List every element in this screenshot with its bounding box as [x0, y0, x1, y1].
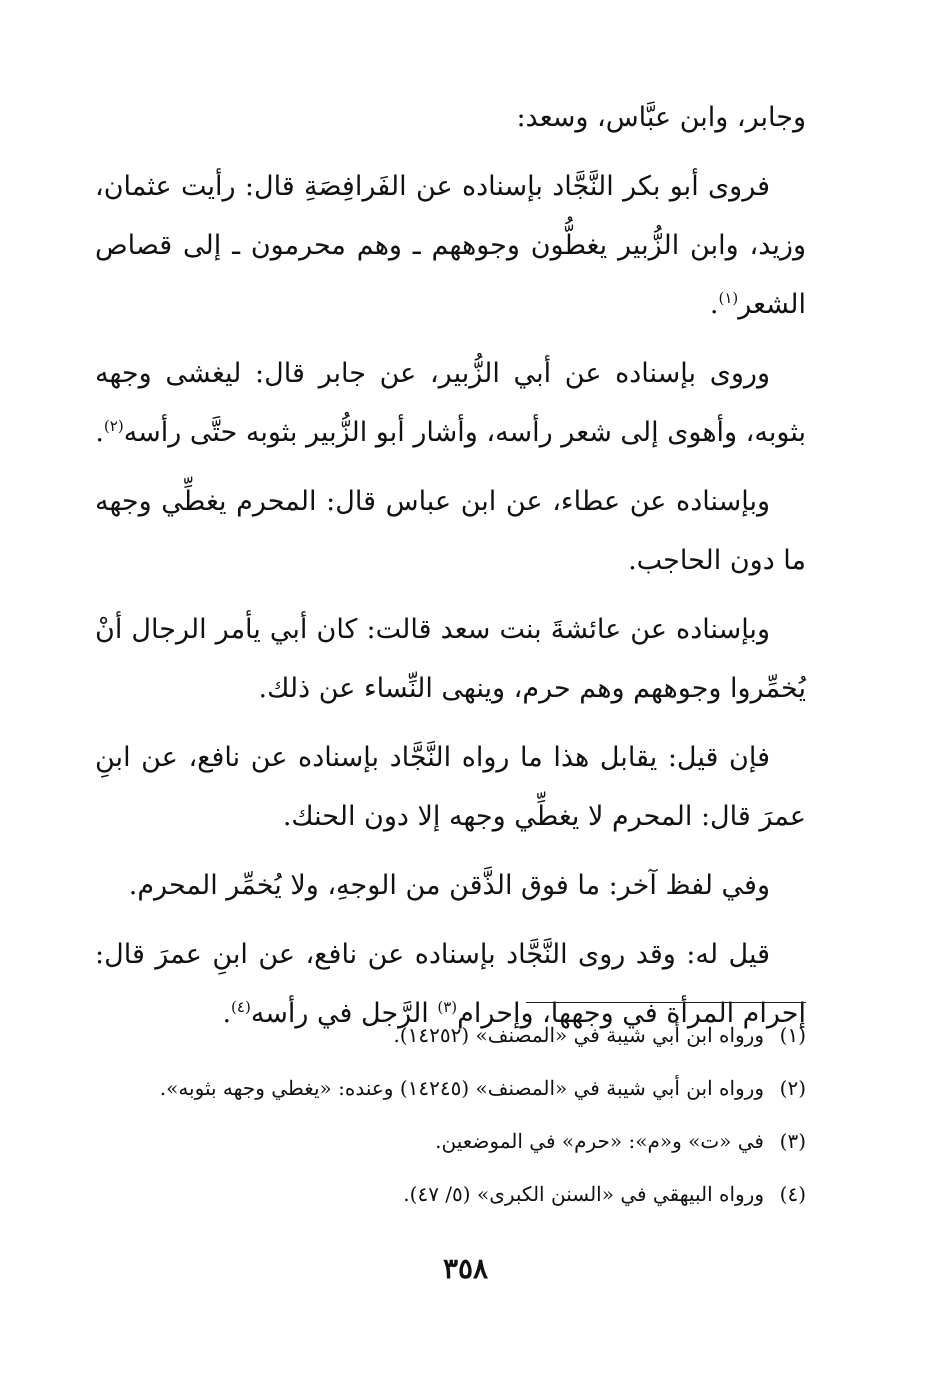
- main-text: [95, 88, 806, 1053]
- paragraph-end: .: [222, 998, 232, 1029]
- paragraph-text: قيل له: وقد روى النَّجَّاد بإسناده عن نافع، عن ابنِ عمرَ قال: إحرام المرأة في وجهها، وإحرام: [95, 939, 806, 1029]
- paragraph-text: وبإسناده عن عطاء، عن ابن عباس قال: المحرم يغطِّي وجهه ما دون الحاجب.: [95, 486, 806, 576]
- paragraph-end: .: [95, 417, 104, 448]
- footnote: [95, 1181, 806, 1207]
- paragraph: [95, 157, 806, 334]
- page-number: ٣٥٨: [442, 1252, 489, 1285]
- footnote-number: (٣): [779, 1129, 806, 1153]
- footnote-text: ورواه البيهقي في «السنن الكبرى» (٥/ ٤٧).: [403, 1182, 764, 1206]
- paragraph-text: الرَّجل في رأسه: [250, 998, 438, 1029]
- footnote-number: (٤): [779, 1182, 806, 1206]
- footnotes: [95, 1022, 806, 1234]
- paragraph: [95, 856, 806, 915]
- paragraph-text: وروى بإسناده عن أبي الزُّبير، عن جابر قال: ليغشى وجهه بثوبه، وأهوى إلى شعر رأسه، وأشار أبو الزُّبير بثوبه حتَّى رأسه: [95, 358, 806, 448]
- footnote-marker[interactable]: (٤): [231, 998, 251, 1016]
- paragraph: [95, 728, 806, 846]
- footnote-number: (١): [779, 1023, 806, 1047]
- paragraph-end: .: [709, 289, 719, 320]
- footnote: [95, 1128, 806, 1154]
- footnote-text: ورواه ابن أبي شيبة في «المصنف» (١٤٢٤٥) وعنده: «يغطي وجهه بثوبه».: [159, 1076, 764, 1100]
- footnote: [95, 1022, 806, 1048]
- paragraph: [95, 88, 806, 147]
- footnote-marker[interactable]: (٣): [437, 998, 458, 1016]
- footnote-text: في «ت» و«م»: «حرم» في الموضعين.: [435, 1129, 764, 1153]
- footnote: [95, 1075, 806, 1101]
- paragraph: [95, 344, 806, 462]
- footnote-marker[interactable]: (١): [718, 289, 739, 307]
- paragraph: [95, 472, 806, 590]
- footnote-marker[interactable]: (٢): [103, 417, 124, 435]
- paragraph-text: فإن قيل: يقابل هذا ما رواه النَّجَّاد بإسناده عن نافع، عن ابنِ عمرَ قال: المحرم لا يغطِّي وجهه إلا دون الحنك.: [95, 742, 806, 832]
- footnote-text: ورواه ابن أبي شيبة في «المصنف» (١٤٢٥٢).: [393, 1023, 764, 1047]
- paragraph-text: وبإسناده عن عائشةَ بنت سعد قالت: كان أبي يأمر الرجال أنْ يُخمِّروا وجوههم وهم حرم، وينهى النِّساء عن ذلك.: [95, 614, 806, 704]
- paragraph: [95, 600, 806, 718]
- footnote-number: (٢): [779, 1076, 806, 1100]
- paragraph-text: فروى أبو بكر النَّجَّاد بإسناده عن الفَرافِصَةِ قال: رأيت عثمان، وزيد، وابن الزُّبير يغطُّون وجوههم ـ وهم محرمون ـ إلى قصاص الشعر: [95, 171, 806, 320]
- paragraph-text: وفي لفظ آخر: ما فوق الذَّقن من الوجهِ، ولا يُخمِّر المحرم.: [128, 870, 770, 901]
- footnote-separator: [526, 1002, 806, 1003]
- paragraph-text: وجابر، وابن عبَّاس، وسعد:: [516, 102, 806, 133]
